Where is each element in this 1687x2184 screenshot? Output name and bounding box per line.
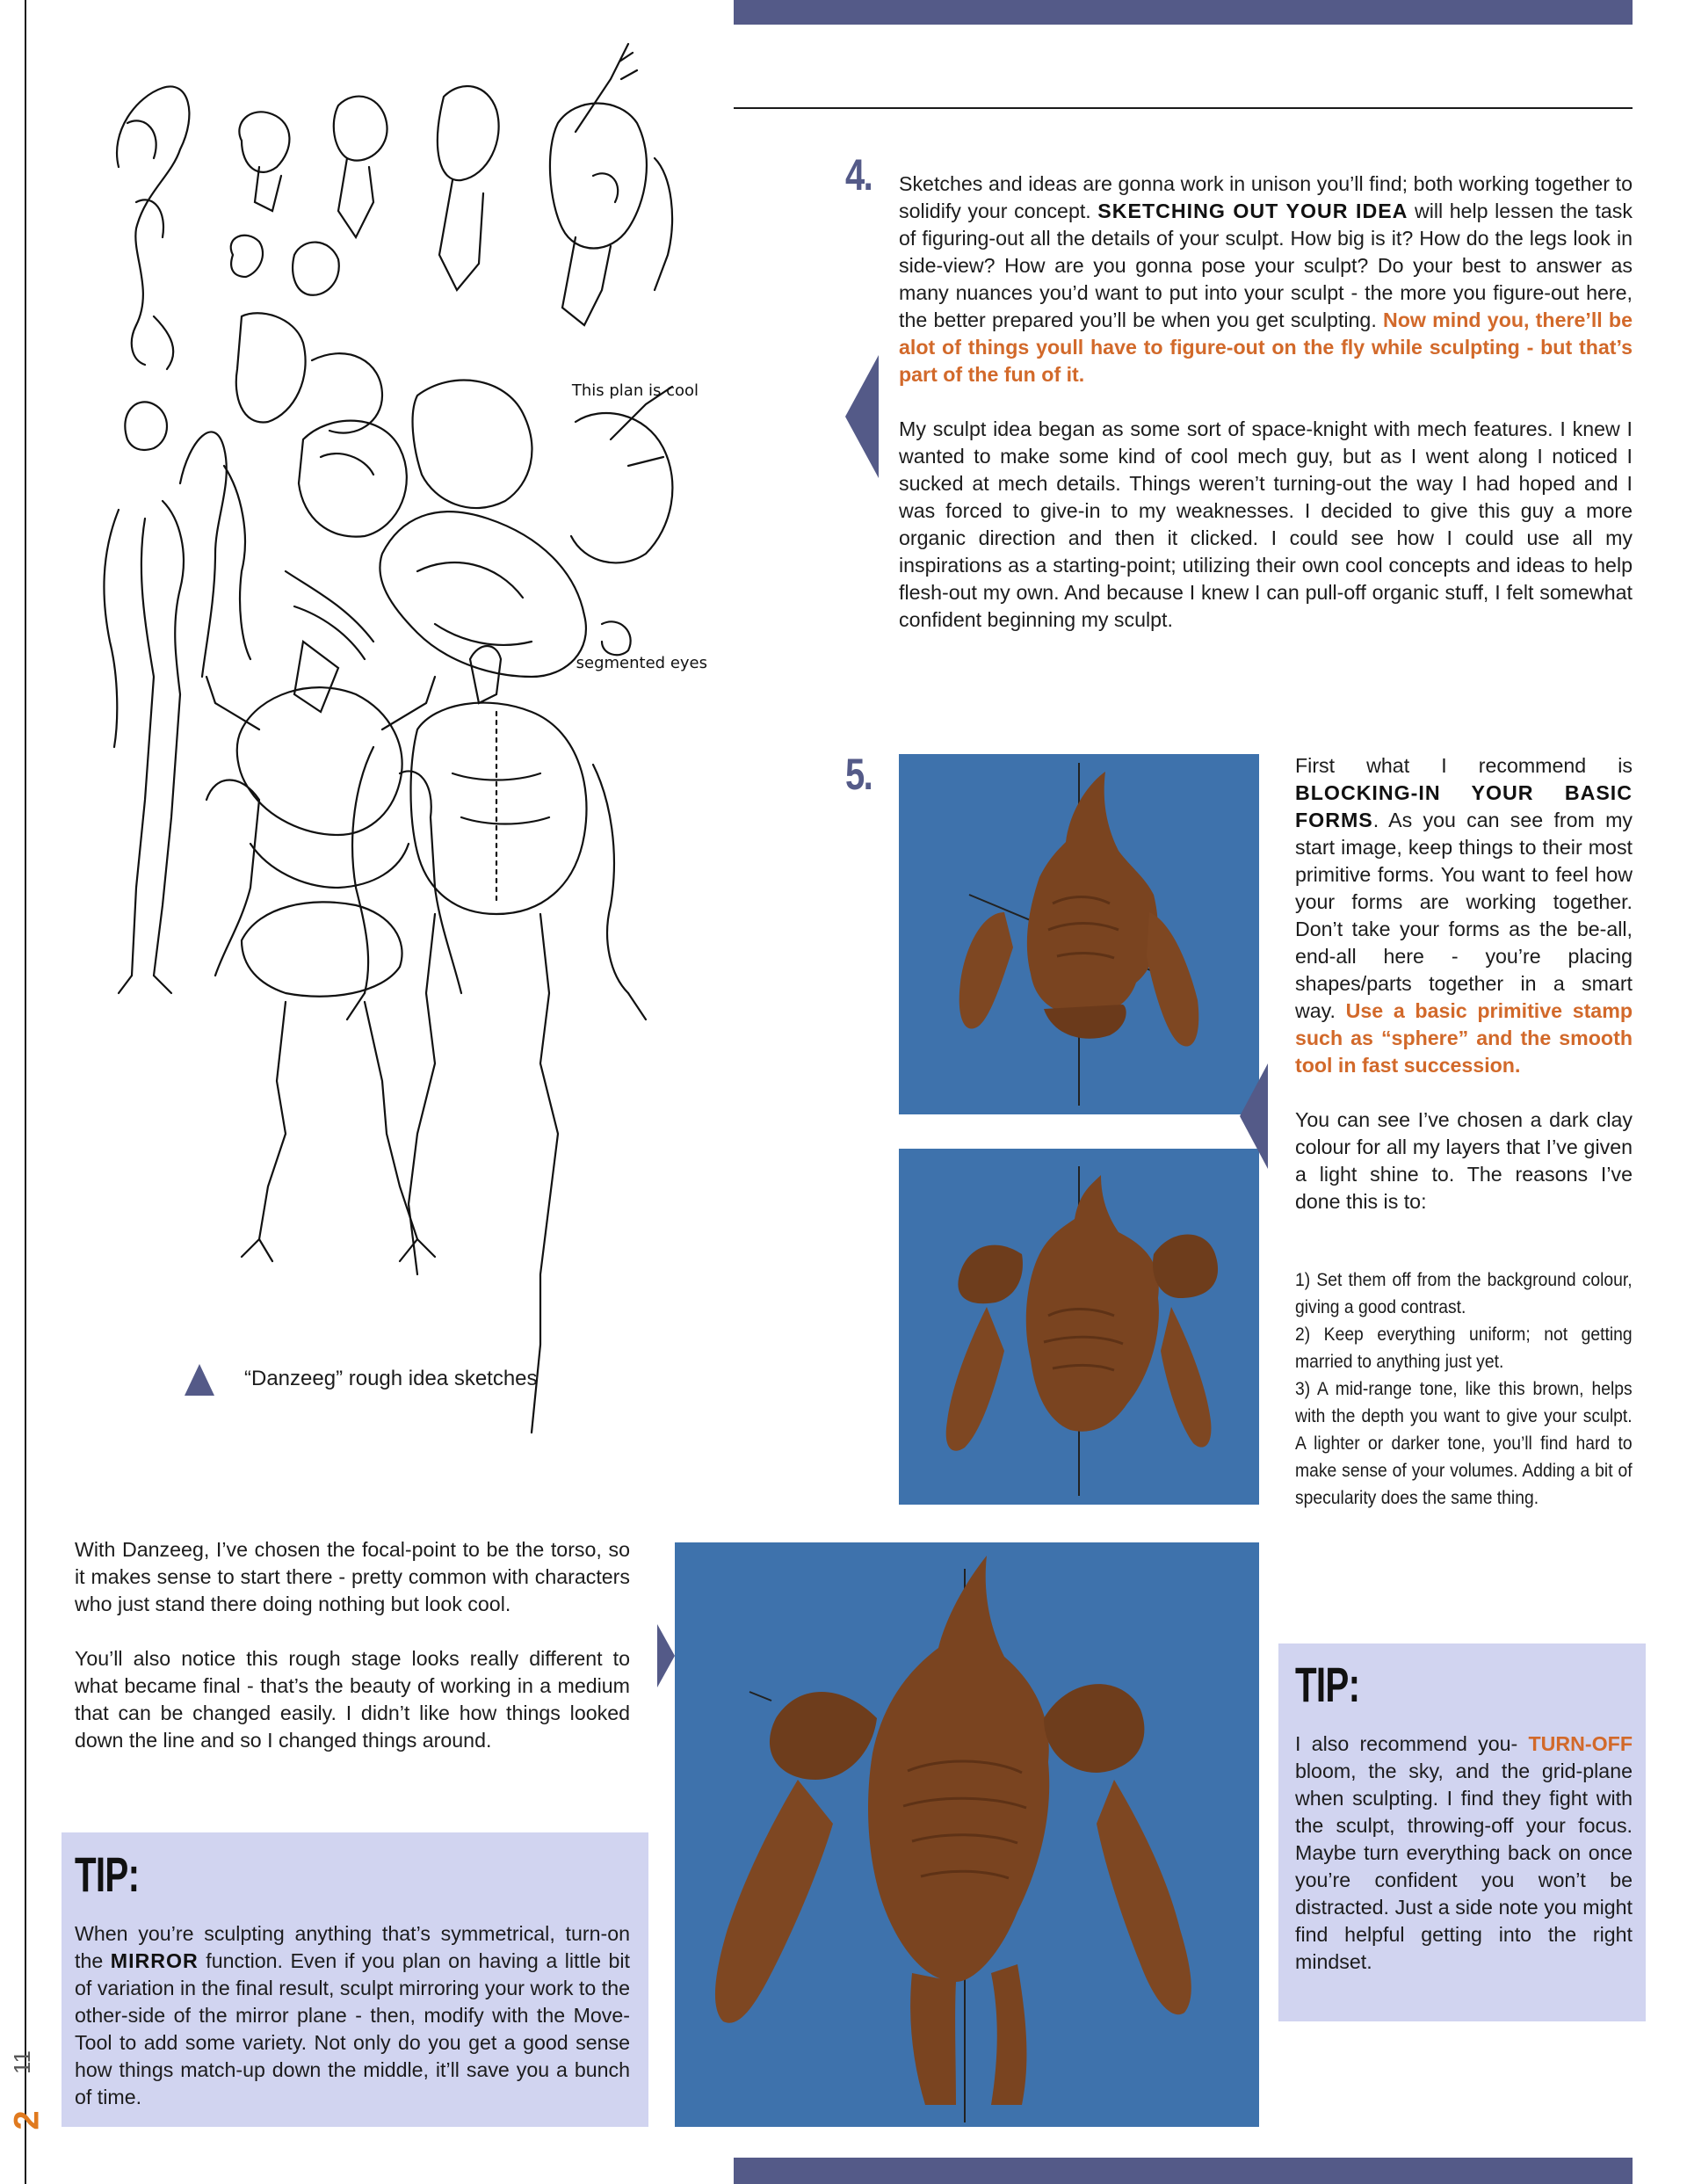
sketch-middle-creatures [286, 381, 672, 677]
step-4-number: 4. [845, 150, 872, 200]
tip-mirror-keyword: MIRROR [110, 1949, 199, 1972]
sketch-image [83, 26, 716, 1477]
sketch-top-row [117, 44, 672, 433]
page-number-block [7, 2039, 47, 2136]
tip-mirror-box [62, 1832, 648, 2127]
reason-1: 1) Set them off from the background colour, giving a good contrast. [1295, 1270, 1633, 1317]
tip-turn-off-title: TIP: [1295, 1657, 1360, 1712]
tip-turn-off-keyword: TURN-OFF [1528, 1732, 1633, 1755]
step-5-arrow-icon [1240, 1063, 1268, 1169]
magazine-logo-icon: 2 [7, 2110, 47, 2130]
big-render-arrow-icon [657, 1624, 675, 1687]
step-4-keyword: SKETCHING OUT YOUR IDEA [1097, 200, 1408, 222]
tip-turn-off-text: I also recommend you- TURN-OFF bloom, the sky, and the grid-plane when sculpting. I find they fight with the sculpt, throwing-off your focus. Maybe turn everything back on once you’re confident you won’t be distracted. Just a side note you might find helpful getting into the right mindset. [1295, 1732, 1633, 1973]
bottom-accent-bar [734, 2158, 1633, 2184]
render-second-image [899, 1149, 1259, 1505]
step-5-number: 5. [845, 750, 872, 799]
render-third-image [675, 1542, 1259, 2127]
sketch-armored-figure [206, 642, 461, 1261]
tip-mirror-text: When you’re sculpting anything that’s symmetrical, turn-on the MIRROR function. Even if you plan on having a little bit of variation in the final result, sculpt mirroring your work to the other-side of the mirror plane - then, modify with the Move-Tool to add some variety. Not only do you get a good sense how things match-up down the middle, it’ll save you a bunch of time. [75, 1922, 630, 2108]
step-5-paragraph-2: You can see I’ve chosen a dark clay colour for all my layers that I’ve given a light shine to. The reasons I’ve done this is to: [1295, 1108, 1633, 1213]
step-5-keyword: BLOCKING-IN YOUR BASIC FORMS [1295, 781, 1633, 831]
lower-left-text [75, 1536, 630, 1781]
caption-arrow-icon [185, 1364, 214, 1396]
step-5-reasons-list [1295, 1266, 1633, 1512]
tip-turn-off-box [1278, 1643, 1646, 2021]
sketch-note-eyes: segmented eyes [576, 654, 707, 672]
page-number: 11 [9, 2050, 35, 2074]
sketch-note-plan: This plan is cool [571, 381, 699, 400]
render-start-image [899, 754, 1259, 1114]
lower-left-paragraph-1: With Danzeeg, I’ve chosen the focal-point to be the torso, so it makes sense to start there - pretty common with characters who just stand there doing nothing but look cool. [75, 1538, 630, 1615]
step-4-paragraph-1: Sketches and ideas are gonna work in unison you’ll find; both working together to solidify your concept. SKETCHING OUT YOUR IDEA will help lessen the task of figuring-out all the details of your sculpt. How big is it? How do the legs look in side-view? How are you gonna pose your sculpt? Do your best to answer as many nuances you’d want to put into your sculpt - the more you figure-out here, the better prepared you’ll be when you get sculpting. Now mind you, there’ll be alot of things youll have to figure-out on the fly while sculpting - but that’s part of the fun of it. [899, 172, 1633, 386]
left-margin-line [25, 0, 26, 2184]
lower-left-paragraph-2: You’ll also notice this rough stage looks really different to what became final - that’s the beauty of working in a medium that can be changed easily. I didn’t like how things looked down the line and so I changed things around. [75, 1647, 630, 1752]
reason-3: 3) A mid-range tone, like this brown, helps with the depth you want to give your sculpt. A lighter or darker tone, you’ll find hard to make sense of your volumes. Adding a bit of specularity does the same thing. [1295, 1379, 1633, 1508]
sketch-standing-figure [104, 402, 250, 993]
sketch-tall-figure [347, 646, 646, 1433]
step-4-paragraph-2: My sculpt idea began as some sort of space-knight with mech features. I knew I wanted to make some kind of cool mech guy, but as I went along I noticed I sucked at mech details. Things weren’t turning-out the way I had hoped and I was forced to give-in to my weaknesses. I decided to give this guy a more organic direction and then it clicked. I could see how I could use all my inspirations as a starting-point; utilizing their own cool concepts and ideas to help flesh-out my own. And because I knew I can pull-off organic stuff, I felt somewhat confident beginning my sculpt. [899, 417, 1633, 631]
step-4-text [899, 171, 1633, 661]
top-accent-bar [734, 0, 1633, 25]
step-5-highlight: Use a basic primitive stamp such as “sphere” and the smooth tool in fast succession. [1295, 999, 1633, 1077]
tip-mirror-title: TIP: [75, 1847, 140, 1902]
step-4-arrow-icon [845, 355, 879, 478]
step-5-text [1295, 752, 1633, 1228]
step-5-paragraph-1: First what I recommend is BLOCKING-IN YOUR BASIC FORMS. As you can see from my start image, keep things to their most primitive forms. You want to feel how your forms are working together. Don’t take your forms as the be-all, end-all here - you’re placing shapes/parts together in a smart way. Use a basic primitive stamp such as “sphere” and the smooth tool in fast succession. [1295, 754, 1633, 1077]
step-4-highlight: Now mind you, there’ll be alot of things youll have to figure-out on the fly while sculpting - but that’s part of the fun of it. [899, 308, 1633, 386]
reason-2: 2) Keep everything uniform; not getting married to anything just yet. [1295, 1324, 1633, 1372]
header-rule [734, 107, 1633, 109]
sketch-caption: “Danzeeg” rough idea sketches [244, 1367, 538, 1390]
